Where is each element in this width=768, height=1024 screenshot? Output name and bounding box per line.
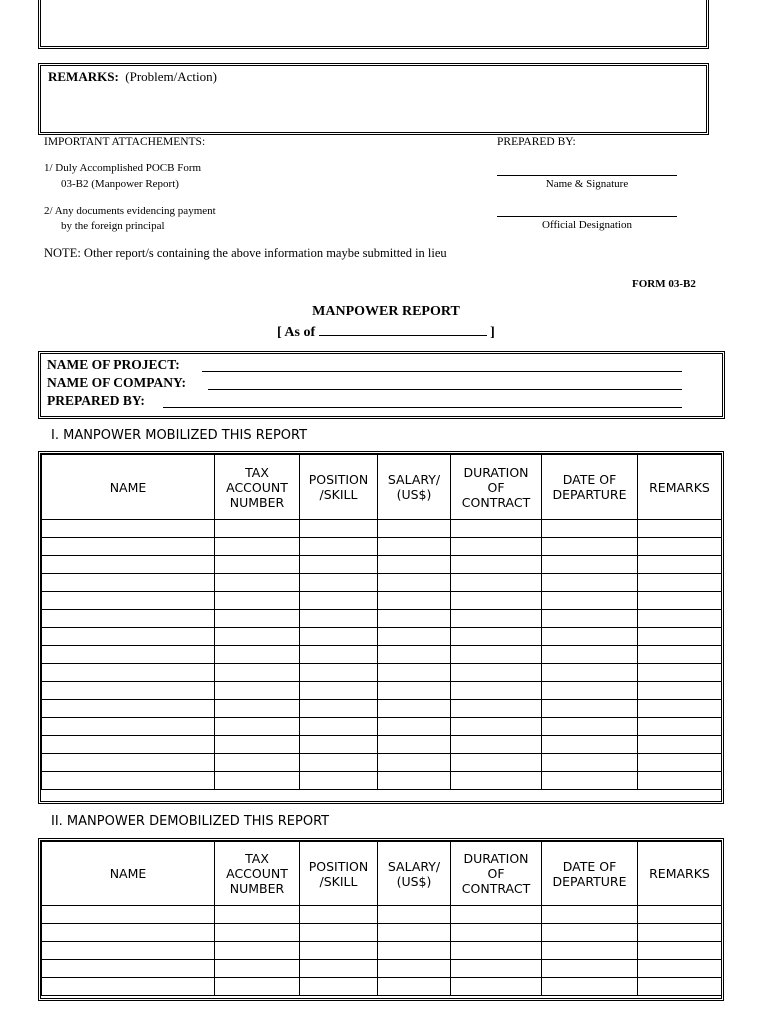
table-cell[interactable] <box>451 682 542 700</box>
table-cell[interactable] <box>300 978 378 996</box>
table-cell[interactable] <box>638 718 722 736</box>
table-cell[interactable] <box>300 772 378 790</box>
table-row <box>42 520 722 538</box>
table-row <box>42 978 722 996</box>
table-cell[interactable] <box>300 718 378 736</box>
table-cell[interactable] <box>300 664 378 682</box>
table-cell[interactable] <box>638 700 722 718</box>
table-cell[interactable] <box>451 538 542 556</box>
table-cell[interactable] <box>638 520 722 538</box>
table-cell[interactable] <box>542 574 638 592</box>
table-cell[interactable] <box>300 960 378 978</box>
table-cell[interactable] <box>42 610 215 628</box>
prepared-by-field[interactable] <box>163 407 682 408</box>
table-cell[interactable] <box>378 538 451 556</box>
table-cell[interactable] <box>42 646 215 664</box>
table-cell[interactable] <box>542 610 638 628</box>
form-code: FORM 03-B2 <box>632 278 696 290</box>
table-cell[interactable] <box>42 574 215 592</box>
table-cell[interactable] <box>300 682 378 700</box>
company-name-field[interactable] <box>208 389 682 390</box>
table-cell[interactable] <box>42 682 215 700</box>
table-cell[interactable] <box>638 772 722 790</box>
table-cell[interactable] <box>451 718 542 736</box>
table-cell[interactable] <box>215 682 300 700</box>
table-cell[interactable] <box>215 556 300 574</box>
table-cell[interactable] <box>42 628 215 646</box>
table-cell[interactable] <box>378 718 451 736</box>
table-cell[interactable] <box>215 772 300 790</box>
table-cell[interactable] <box>638 610 722 628</box>
col-position-header: POSITION /SKILL <box>300 842 378 906</box>
attachment-item-2-line2: by the foreign principal <box>61 220 165 232</box>
col-duration-header: DURATION OF CONTRACT <box>451 455 542 520</box>
table-cell[interactable] <box>542 960 638 978</box>
table-cell[interactable] <box>42 960 215 978</box>
table-cell[interactable] <box>378 682 451 700</box>
table-cell[interactable] <box>300 906 378 924</box>
table-cell[interactable] <box>451 556 542 574</box>
table-cell[interactable] <box>215 924 300 942</box>
as-of-line <box>277 323 495 341</box>
table-cell[interactable] <box>378 960 451 978</box>
table-cell[interactable] <box>638 978 722 996</box>
col-departure-header: DATE OF DEPARTURE <box>542 455 638 520</box>
table-cell[interactable] <box>300 942 378 960</box>
table-cell[interactable] <box>638 538 722 556</box>
table-cell[interactable] <box>378 754 451 772</box>
table-cell[interactable] <box>300 610 378 628</box>
col-tax-header: TAX ACCOUNT NUMBER <box>215 455 300 520</box>
table-cell[interactable] <box>542 718 638 736</box>
table-cell[interactable] <box>378 736 451 754</box>
table-cell[interactable] <box>215 700 300 718</box>
table-cell[interactable] <box>215 960 300 978</box>
signature-line[interactable] <box>497 175 677 176</box>
table-cell[interactable] <box>42 718 215 736</box>
table-cell[interactable] <box>542 646 638 664</box>
prepared-by-label: PREPARED BY: <box>47 393 145 408</box>
table-cell[interactable] <box>638 556 722 574</box>
table-cell[interactable] <box>638 960 722 978</box>
designation-line[interactable] <box>497 216 677 217</box>
table-row <box>42 610 722 628</box>
table-cell[interactable] <box>378 574 451 592</box>
table-row <box>42 736 722 754</box>
table-cell[interactable] <box>42 520 215 538</box>
col-tax-header: TAX ACCOUNT NUMBER <box>215 842 300 906</box>
table-cell[interactable] <box>451 754 542 772</box>
attachment-item-1-line1: 1/ Duly Accomplished POCB Form <box>44 162 202 174</box>
table-cell[interactable] <box>451 592 542 610</box>
table-cell[interactable] <box>378 978 451 996</box>
table-row <box>42 646 722 664</box>
table-cell[interactable] <box>542 924 638 942</box>
table-cell[interactable] <box>542 772 638 790</box>
section-demobilized-title: II. MANPOWER DEMOBILIZED THIS REPORT <box>51 814 330 829</box>
table-row <box>42 942 722 960</box>
table-cell[interactable] <box>300 592 378 610</box>
as-of-prefix: [ As of <box>277 325 316 340</box>
table-cell[interactable] <box>215 574 300 592</box>
table-cell[interactable] <box>215 538 300 556</box>
designation-caption: Official Designation <box>542 219 632 231</box>
col-position-header: POSITION /SKILL <box>300 455 378 520</box>
table-row <box>42 664 722 682</box>
table-row <box>42 960 722 978</box>
table-cell[interactable] <box>42 736 215 754</box>
table-cell[interactable] <box>378 924 451 942</box>
table-cell[interactable] <box>638 574 722 592</box>
table-cell[interactable] <box>638 906 722 924</box>
report-title: MANPOWER REPORT <box>312 304 460 319</box>
table-row <box>42 556 722 574</box>
attachment-item-1-line2: 03-B2 (Manpower Report) <box>61 178 179 190</box>
table-cell[interactable] <box>300 646 378 664</box>
table-cell[interactable] <box>42 664 215 682</box>
table-row <box>42 754 722 772</box>
attachment-item-2-line1: 2/ Any documents evidencing payment <box>44 205 216 217</box>
table-cell[interactable] <box>42 924 215 942</box>
table-cell[interactable] <box>638 628 722 646</box>
table-cell[interactable] <box>451 924 542 942</box>
as-of-suffix: ] <box>490 325 495 340</box>
table-cell[interactable] <box>42 592 215 610</box>
table-cell[interactable] <box>215 942 300 960</box>
table-cell[interactable] <box>638 592 722 610</box>
table-cell[interactable] <box>42 538 215 556</box>
table-cell[interactable] <box>300 520 378 538</box>
table-cell[interactable] <box>638 924 722 942</box>
table-cell[interactable] <box>215 736 300 754</box>
table-cell[interactable] <box>300 754 378 772</box>
table-cell[interactable] <box>451 736 542 754</box>
table-cell[interactable] <box>638 664 722 682</box>
table-cell[interactable] <box>638 682 722 700</box>
table-cell[interactable] <box>378 520 451 538</box>
previous-section-box <box>38 0 709 49</box>
table-cell[interactable] <box>215 610 300 628</box>
table-cell[interactable] <box>378 772 451 790</box>
project-label: NAME OF PROJECT: <box>47 357 180 372</box>
table-cell[interactable] <box>451 628 542 646</box>
table-row <box>42 772 722 790</box>
company-label: NAME OF COMPANY: <box>47 375 186 390</box>
table-cell[interactable] <box>542 736 638 754</box>
col-remarks-header: REMARKS <box>638 455 722 520</box>
table-cell[interactable] <box>42 700 215 718</box>
table-cell[interactable] <box>451 978 542 996</box>
table-cell[interactable] <box>542 682 638 700</box>
table-row <box>42 592 722 610</box>
table-cell[interactable] <box>300 538 378 556</box>
col-name-header: NAME <box>42 842 215 906</box>
table-cell[interactable] <box>451 700 542 718</box>
table-cell[interactable] <box>542 520 638 538</box>
table-cell[interactable] <box>378 942 451 960</box>
col-departure-header: DATE OF DEPARTURE <box>542 842 638 906</box>
table-cell[interactable] <box>378 906 451 924</box>
table-cell[interactable] <box>215 646 300 664</box>
table-cell[interactable] <box>300 574 378 592</box>
table-cell[interactable] <box>451 646 542 664</box>
table-cell[interactable] <box>451 942 542 960</box>
table-cell[interactable] <box>300 556 378 574</box>
attachments-title: IMPORTANT ATTACHEMENTS: <box>44 136 206 148</box>
remarks-box[interactable] <box>38 63 709 135</box>
table-row <box>42 682 722 700</box>
table-cell[interactable] <box>378 556 451 574</box>
remarks-label: REMARKS: (Problem/Action) <box>48 69 217 84</box>
table-cell[interactable] <box>215 906 300 924</box>
table-cell[interactable] <box>42 942 215 960</box>
col-salary-header: SALARY/ (US$) <box>378 455 451 520</box>
table-cell[interactable] <box>42 754 215 772</box>
table-cell[interactable] <box>542 700 638 718</box>
table-cell[interactable] <box>451 664 542 682</box>
table-cell[interactable] <box>215 628 300 646</box>
table-cell[interactable] <box>42 772 215 790</box>
col-name-header: NAME <box>42 455 215 520</box>
table-cell[interactable] <box>542 592 638 610</box>
table-cell[interactable] <box>451 772 542 790</box>
table-cell[interactable] <box>42 556 215 574</box>
col-salary-header: SALARY/ (US$) <box>378 842 451 906</box>
table-cell[interactable] <box>542 556 638 574</box>
table-row <box>42 574 722 592</box>
table-cell[interactable] <box>638 736 722 754</box>
section-mobilized-title: I. MANPOWER MOBILIZED THIS REPORT <box>51 428 308 443</box>
table-cell[interactable] <box>378 700 451 718</box>
mobilized-table <box>41 454 722 790</box>
table-cell[interactable] <box>215 520 300 538</box>
table-cell[interactable] <box>42 906 215 924</box>
table-cell[interactable] <box>451 520 542 538</box>
col-duration-header: DURATION OF CONTRACT <box>451 842 542 906</box>
table-cell[interactable] <box>638 754 722 772</box>
table-row <box>42 718 722 736</box>
table-cell[interactable] <box>542 664 638 682</box>
table-cell[interactable] <box>542 754 638 772</box>
table-cell[interactable] <box>215 754 300 772</box>
table-cell[interactable] <box>300 700 378 718</box>
signature-caption: Name & Signature <box>545 178 629 190</box>
table-cell[interactable] <box>638 646 722 664</box>
table-cell[interactable] <box>378 610 451 628</box>
as-of-blank[interactable] <box>319 323 487 336</box>
table-cell[interactable] <box>542 906 638 924</box>
prepared-by-title: PREPARED BY: <box>497 136 576 148</box>
project-name-field[interactable] <box>202 371 682 372</box>
project-info-box <box>38 351 725 419</box>
table-cell[interactable] <box>542 942 638 960</box>
table-row <box>42 538 722 556</box>
table-cell[interactable] <box>378 592 451 610</box>
col-remarks-header: REMARKS <box>638 842 722 906</box>
table-cell[interactable] <box>215 664 300 682</box>
table-cell[interactable] <box>300 924 378 942</box>
note-text: NOTE: Other report/s containing the above information maybe submitted in lieu <box>44 246 447 260</box>
table-cell[interactable] <box>451 906 542 924</box>
table-cell[interactable] <box>378 628 451 646</box>
table-cell[interactable] <box>542 628 638 646</box>
table-cell[interactable] <box>542 538 638 556</box>
table-row <box>42 924 722 942</box>
table-cell[interactable] <box>451 574 542 592</box>
table-cell[interactable] <box>215 978 300 996</box>
table-row <box>42 906 722 924</box>
table-cell[interactable] <box>378 646 451 664</box>
table-cell[interactable] <box>300 628 378 646</box>
table-cell[interactable] <box>42 978 215 996</box>
table-cell[interactable] <box>542 978 638 996</box>
table-cell[interactable] <box>638 942 722 960</box>
table-cell[interactable] <box>378 664 451 682</box>
table-row <box>42 700 722 718</box>
table-cell[interactable] <box>300 736 378 754</box>
demobilized-table <box>41 841 722 996</box>
table-cell[interactable] <box>215 592 300 610</box>
table-cell[interactable] <box>451 610 542 628</box>
table-row <box>42 628 722 646</box>
table-cell[interactable] <box>215 718 300 736</box>
table-cell[interactable] <box>451 960 542 978</box>
